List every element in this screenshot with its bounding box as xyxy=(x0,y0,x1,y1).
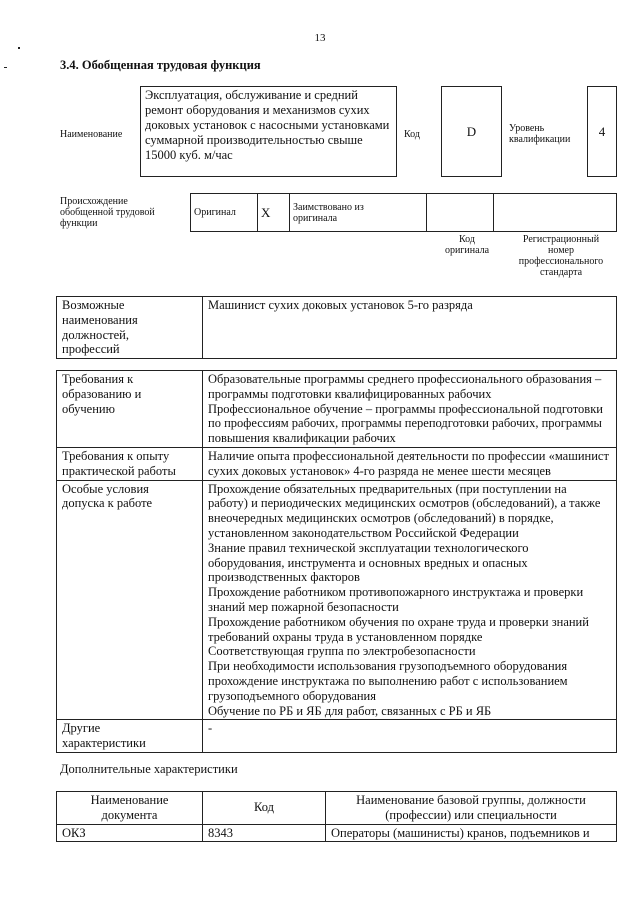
requirements-table xyxy=(56,370,617,753)
origin-label-line: функции xyxy=(60,218,98,229)
column-header-line: Код xyxy=(254,800,274,815)
requirement-line: грузоподъемного оборудования xyxy=(208,688,376,703)
column-header-line: Наименование базовой группы, должности xyxy=(356,793,586,807)
positions-value: Машинист сухих доковых установок 5-го разряда xyxy=(203,297,617,359)
code-label: Код xyxy=(404,129,420,140)
level-label-line: Уровень xyxy=(509,123,545,134)
page-number: 13 xyxy=(314,32,326,44)
margin-mark xyxy=(18,47,20,49)
original-mark: X xyxy=(258,194,290,232)
requirement-line: оборудования, инструмента и основных вредных и опасных xyxy=(208,555,528,570)
requirement-label-line: Особые условия xyxy=(62,481,149,496)
requirement-line: Прохождение обязательных предварительных (при поступлении на xyxy=(208,481,567,496)
positions-label-line: должностей, xyxy=(62,327,129,342)
original-code-cell xyxy=(427,194,494,232)
registration-number-cell xyxy=(494,194,617,232)
table-row xyxy=(57,480,617,720)
requirement-line: Обучение по РБ и ЯБ для работ, связанных с РБ и ЯБ xyxy=(208,703,492,718)
level-label-line: квалификации xyxy=(509,134,571,145)
reg-caption-line: номер xyxy=(548,245,574,256)
requirement-line: Наличие опыта профессиональной деятельности по профессии «машинист xyxy=(208,448,609,463)
requirement-line: Профессиональное обучение – программы профессиональной подготовки xyxy=(208,401,603,416)
borrowed-label-line: Заимствовано из xyxy=(293,201,364,213)
name-label: Наименование xyxy=(60,129,123,140)
table-cell: 8343 xyxy=(203,824,326,842)
positions-label-line: наименования xyxy=(62,312,138,327)
level-label xyxy=(509,123,570,145)
table-cell: Операторы (машинисты) кранов, подъемников и xyxy=(326,824,617,842)
reg-caption-line: профессионального xyxy=(518,256,604,267)
code-caption-line: оригинала xyxy=(444,245,490,256)
requirement-label-line: характеристики xyxy=(62,736,146,751)
column-header-line: (профессии) или специальности xyxy=(385,807,557,822)
section-title: 3.4. Обобщенная трудовая функция xyxy=(60,58,261,72)
requirement-line: внеочередных медицинских осмотров (обследований) в порядке, xyxy=(208,511,554,526)
column-header-line: Наименование xyxy=(90,793,169,807)
requirement-line: - xyxy=(208,721,213,736)
requirement-label-line: допуска к работе xyxy=(62,496,153,511)
requirement-line: программы подготовки квалифицированных рабочих xyxy=(208,386,492,401)
requirement-line: установленном законодательством Российской Федерации xyxy=(208,525,519,540)
requirement-line: Прохождение работником противопожарного инструктажа и проверки xyxy=(208,585,584,600)
requirement-line: по профессиям рабочих, программы переподготовки рабочих, программы xyxy=(208,416,602,431)
table-row xyxy=(57,371,617,448)
requirement-value xyxy=(203,371,617,448)
positions-label-line: профессий xyxy=(62,342,120,357)
table-row xyxy=(57,720,617,753)
level-value: 4 xyxy=(587,86,617,177)
column-header xyxy=(326,792,617,825)
requirement-line: Образовательные программы среднего профессионального образования – xyxy=(208,372,602,386)
origin-label-line: Происхождение xyxy=(60,196,128,207)
requirement-line: требований охраны труда в установленном порядке xyxy=(208,629,483,644)
requirement-line: сухих доковых установок» 4-го разряда не менее шести месяцев xyxy=(208,463,551,478)
extra-title: Дополнительные характеристики xyxy=(60,762,238,776)
code-value: D xyxy=(441,86,502,177)
requirement-line: производственных факторов xyxy=(208,570,360,585)
function-name-box: Эксплуатация, обслуживание и средний ремонт оборудования и механизмов сухих доковых установок с насосными установками суммарной производительностью свыше 15000 куб. м/час xyxy=(140,86,397,177)
column-header xyxy=(57,792,203,825)
requirement-label xyxy=(57,371,203,448)
requirement-label-line: обучению xyxy=(62,401,115,416)
requirement-label-line: Требования к xyxy=(62,372,134,386)
requirement-line: прохождение инструктажа по выполнению работ с использованием xyxy=(208,673,568,688)
table-cell: ОКЗ xyxy=(57,824,203,842)
column-header xyxy=(203,792,326,825)
requirement-value xyxy=(203,720,617,753)
borrowed-label xyxy=(290,194,427,232)
requirement-line: Знание правил технической эксплуатации технологического xyxy=(208,540,529,555)
margin-mark xyxy=(4,67,7,68)
positions-table xyxy=(56,296,617,359)
column-header-line: документа xyxy=(101,807,158,822)
code-caption xyxy=(432,234,502,256)
reg-caption xyxy=(506,234,616,278)
positions-label-line: Возможные xyxy=(62,298,125,312)
origin-label xyxy=(60,196,155,229)
reg-caption-line: Регистрационный xyxy=(522,234,600,245)
table-row xyxy=(57,447,617,480)
borrowed-label-line: оригинала xyxy=(293,212,338,224)
table-header-row xyxy=(57,792,617,825)
requirement-line: работу) и периодических медицинских осмотров (обследований), а также xyxy=(208,496,601,511)
requirement-line: знаний мер пожарной безопасности xyxy=(208,599,399,614)
table-row xyxy=(57,824,617,842)
requirement-label xyxy=(57,720,203,753)
positions-label xyxy=(57,297,203,359)
original-label: Оригинал xyxy=(191,194,258,232)
origin-label-line: обобщенной трудовой xyxy=(60,207,155,218)
requirement-line: Соответствующая группа по электробезопасности xyxy=(208,644,476,659)
requirement-value xyxy=(203,447,617,480)
requirement-label xyxy=(57,447,203,480)
requirement-label xyxy=(57,480,203,720)
requirement-line: Прохождение работником обучения по охране труда и проверки знаний xyxy=(208,614,589,629)
requirement-label-line: Требования к опыту xyxy=(62,448,170,463)
extra-table xyxy=(56,791,617,842)
requirement-line: При необходимости использования грузоподъемного оборудования xyxy=(208,659,568,674)
origin-table xyxy=(190,193,617,232)
code-caption-line: Код xyxy=(459,234,475,245)
requirement-line: повышения квалификации рабочих xyxy=(208,431,396,446)
requirement-label-line: образованию и xyxy=(62,386,142,401)
requirement-label-line: практической работы xyxy=(62,463,176,478)
reg-caption-line: стандарта xyxy=(539,267,583,278)
requirement-value xyxy=(203,480,617,720)
requirement-label-line: Другие xyxy=(62,721,101,736)
